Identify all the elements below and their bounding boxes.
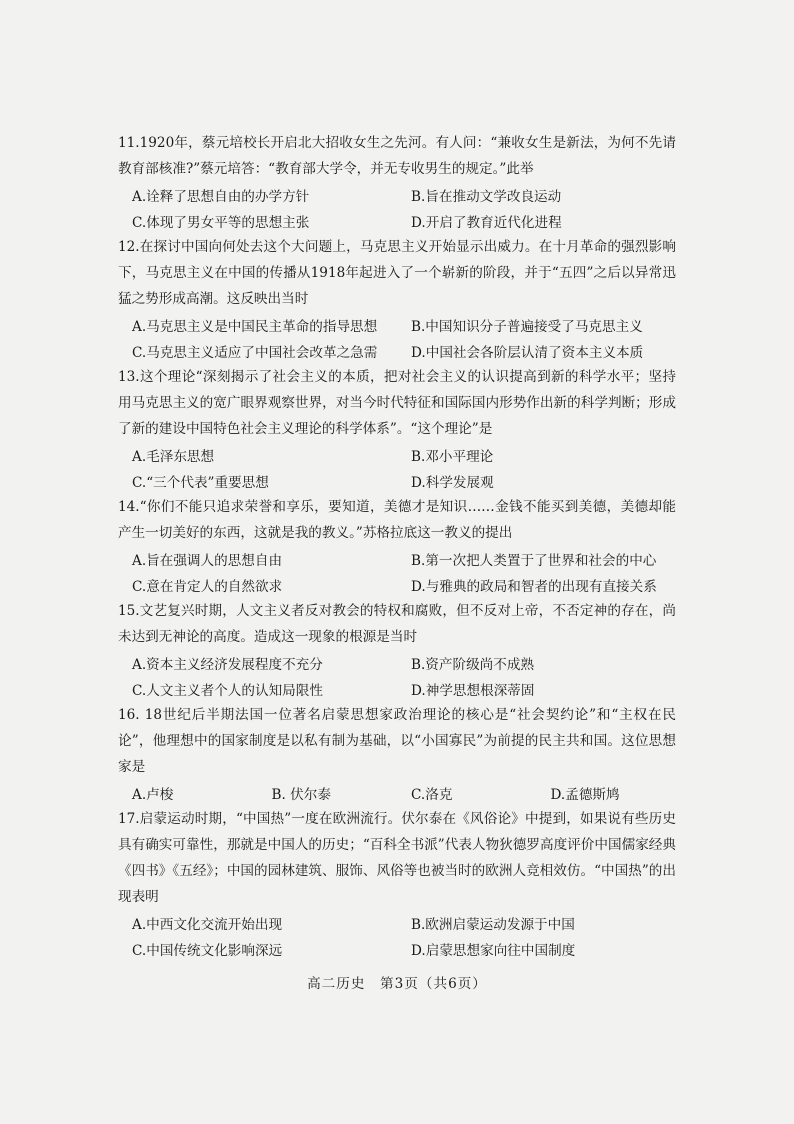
- option-c: C.马克思主义适应了中国社会改革之急需: [132, 345, 378, 361]
- question-stem: 15.文艺复兴时期，人文主义者反对教会的特权和腐败，但不反对上帝，不否定神的存在，尚未达到无神论的高度。造成这一现象的根源是当时: [118, 603, 676, 645]
- option-a: A.旨在强调人的思想自由: [132, 553, 283, 569]
- option-b: B.邓小平理论: [411, 449, 494, 465]
- options: [118, 910, 676, 962]
- option-row: [118, 182, 676, 208]
- option-d: D.科学发展观: [411, 475, 494, 491]
- question-17: [118, 806, 676, 962]
- page-footer: 高二历史 第3页（共6页）: [307, 976, 487, 992]
- option-d: D.神学思想根深蒂固: [411, 683, 535, 699]
- question-11: [118, 130, 676, 234]
- option-c: C.体现了男女平等的思想主张: [132, 215, 310, 231]
- question-stem: 17.启蒙运动时期，“中国热”一度在欧洲流行。伏尔泰在《风俗论》中提到，如果说有些历史具有确实可靠性，那就是中国人的历史；“百科全书派”代表人物狄德罗高度评价中国儒家经典《四书》《五经》；中国的园林建筑、服饰、风俗等也被当时的欧洲人竞相效仿。“中国热”的出现表明: [118, 811, 676, 905]
- options: [118, 780, 676, 806]
- option-row: [118, 338, 676, 364]
- option-b: B. 伏尔泰: [271, 787, 331, 803]
- question-stem: 13.这个理论“深刻揭示了社会主义的本质，把对社会主义的认识提高到新的科学水平；坚持用马克思主义的宽广眼界观察世界，对当今时代特征和国际国内形势作出新的科学判断；形成了新的建设中国特色社会主义理论的科学体系”。“这个理论”是: [118, 369, 676, 437]
- option-c: C.意在肯定人的自然欲求: [132, 579, 283, 595]
- question-stem: 14.“你们不能只追求荣誉和享乐，要知道，美德才是知识……金钱不能买到美德，美德却能产生一切美好的东西，这就是我的教义。”苏格拉底这一教义的提出: [118, 499, 676, 541]
- option-c: C.人文主义者个人的认知局限性: [132, 683, 323, 699]
- option-c: C.“三个代表”重要思想: [132, 475, 269, 491]
- option-b: B.资产阶级尚不成熟: [411, 657, 535, 673]
- options: [118, 182, 676, 234]
- option-a: A.马克思主义是中国民主革命的指导思想: [132, 319, 378, 335]
- option-b: B.欧洲启蒙运动发源于中国: [411, 917, 575, 933]
- question-13: [118, 364, 676, 494]
- options: [118, 442, 676, 494]
- option-row: [118, 780, 676, 806]
- option-row: [118, 546, 676, 572]
- question-16: [118, 702, 676, 806]
- option-a: A.毛泽东思想: [132, 449, 215, 465]
- option-row: [118, 468, 676, 494]
- option-d: D.中国社会各阶层认清了资本主义本质: [411, 345, 644, 361]
- question-15: [118, 598, 676, 702]
- option-row: [118, 676, 676, 702]
- option-row: [118, 572, 676, 598]
- options: [118, 650, 676, 702]
- option-row: [118, 936, 676, 962]
- option-c: C.中国传统文化影响深远: [132, 943, 283, 959]
- question-stem: 12.在探讨中国向何处去这个大问题上，马克思主义开始显示出威力。在十月革命的强烈影响下，马克思主义在中国的传播从1918年起进入了一个崭新的阶段，并于“五四”之后以异常迅猛之势形成高潮。这反映出当时: [118, 239, 676, 307]
- option-d: D.孟德斯鸠: [550, 787, 620, 803]
- options: [118, 312, 676, 364]
- option-row: [118, 208, 676, 234]
- option-d: D.启蒙思想家向往中国制度: [411, 943, 576, 959]
- option-b: B.中国知识分子普遍接受了马克思主义: [411, 319, 643, 335]
- option-c: C.洛克: [411, 787, 453, 803]
- option-row: [118, 650, 676, 676]
- option-d: D.开启了教育近代化进程: [411, 215, 562, 231]
- option-b: B.旨在推动文学改良运动: [411, 189, 562, 205]
- question-12: [118, 234, 676, 364]
- question-14: [118, 494, 676, 598]
- option-a: A.诠释了思想自由的办学方针: [132, 189, 310, 205]
- question-stem: 11.1920年，蔡元培校长开启北大招收女生之先河。有人问：“兼收女生是新法，为何不先请教育部核准?”蔡元培答：“教育部大学令，并无专收男生的规定。”此举: [118, 135, 676, 177]
- option-b: B.第一次把人类置于了世界和社会的中心: [411, 553, 657, 569]
- option-row: [118, 442, 676, 468]
- options: [118, 546, 676, 598]
- option-row: [118, 910, 676, 936]
- option-a: A.卢梭: [132, 787, 174, 803]
- option-a: A.资本主义经济发展程度不充分: [132, 657, 323, 673]
- option-a: A.中西文化交流开始出现: [132, 917, 283, 933]
- question-stem: 16. 18世纪后半期法国一位著名启蒙思想家政治理论的核心是“社会契约论”和“主权在民论”，他理想中的国家制度是以私有制为基础，以“小国寡民”为前提的民主共和国。这位思想家是: [118, 707, 676, 775]
- option-row: [118, 312, 676, 338]
- option-d: D.与雅典的政局和智者的出现有直接关系: [411, 579, 657, 595]
